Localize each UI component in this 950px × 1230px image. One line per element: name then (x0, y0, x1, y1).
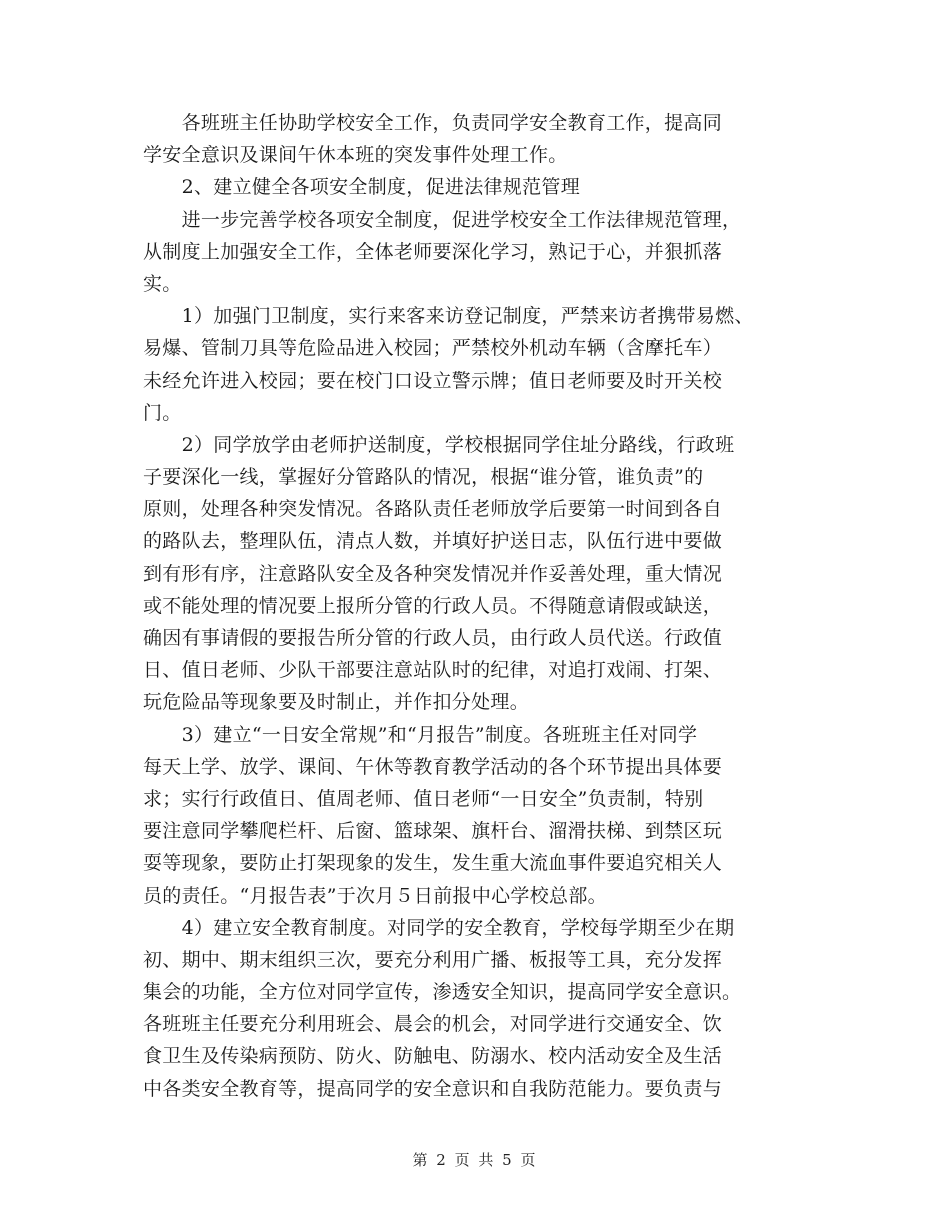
text-line: 未经允许进入校园；要在校门口设立警示牌；值日老师要及时开关校 (143, 369, 723, 392)
text-line: 进一步完善学校各项安全制度，促进学校安全工作法律规范管理， (143, 208, 742, 231)
text-line: 子要深化一线，掌握好分管路队的情况，根据“谁分管，谁负责”的 (143, 466, 704, 489)
text-line: 每天上学、放学、课间、午休等教育教学活动的各个环节提出具体要 (143, 755, 723, 778)
text-line: 易爆、管制刀具等危险品进入校园；严禁校外机动车辆（含摩托车） (143, 337, 723, 360)
text-line: 食卫生及传染病预防、防火、防触电、防溺水、校内活动安全及生活 (143, 1045, 723, 1068)
text-line: 集会的功能，全方位对同学宣传，渗透安全知识，提高同学安全意识。 (143, 981, 742, 1004)
text-line: 初、期中、期末组织三次，要充分利用广播、板报等工具，充分发挥 (143, 948, 723, 971)
document-body (143, 107, 807, 1105)
text-line: 门。 (143, 401, 182, 424)
text-line: 2、建立健全各项安全制度，促进法律规范管理 (143, 176, 580, 199)
text-line: 确因有事请假的要报告所分管的行政人员，由行政人员代送。行政值 (143, 627, 723, 649)
text-line: 各班班主任协助学校安全工作，负责同学安全教育工作，提高同 (143, 112, 723, 134)
text-line: 2）同学放学由老师护送制度，学校根据同学住址分路线，行政班 (143, 433, 735, 456)
text-line: 各班班主任要充分利用班会、晨会的机会，对同学进行交通安全、饮 (143, 1013, 723, 1036)
text-line: 学安全意识及课间午休本班的突发事件处理工作。 (143, 144, 568, 167)
text-line: 到有形有序，注意路队安全及各种突发情况并作妥善处理，重大情况 (143, 562, 723, 585)
text-line: 玩危险品等现象要及时制止，并作扣分处理。 (143, 691, 530, 714)
text-line: 员的责任。“月报告表”于次月５日前报中心学校总部。 (143, 884, 607, 907)
text-line: 耍等现象，要防止打架现象的发生，发生重大流血事件要追究相关人 (143, 852, 723, 875)
text-line: 1）加强门卫制度，实行来客来访登记制度，严禁来访者携带易燃、 (143, 305, 754, 328)
text-line: 的路队去，整理队伍，清点人数，并填好护送日志，队伍行进中要做 (143, 530, 723, 553)
text-line: 中各类安全教育等，提高同学的安全意识和自我防范能力。要负责与 (143, 1077, 723, 1100)
text-line: 实。 (143, 272, 182, 295)
text-line: 原则，处理各种突发情况。各路队责任老师放学后要第一时间到各自 (143, 498, 723, 521)
text-line: 或不能处理的情况要上报所分管的行政人员。不得随意请假或缺送， (143, 594, 723, 617)
page-number-footer: 第 2 页 共 5 页 (412, 1151, 538, 1169)
text-line: 3）建立“一日安全常规”和“月报告”制度。各班班主任对同学 (143, 723, 698, 746)
text-line: 求；实行行政值日、值周老师、值日老师“一日安全”负责制，特别 (143, 787, 704, 810)
text-line: 从制度上加强安全工作，全体老师要深化学习，熟记于心，并狠抓落 (143, 240, 723, 263)
text-line: 4）建立安全教育制度。对同学的安全教育，学校每学期至少在期 (143, 916, 735, 939)
text-line: 要注意同学攀爬栏杆、后窗、篮球架、旗杆台、溜滑扶梯、到禁区玩 (143, 820, 723, 843)
text-line: 日、值日老师、少队干部要注意站队时的纪律，对追打戏闹、打架、 (143, 659, 723, 682)
